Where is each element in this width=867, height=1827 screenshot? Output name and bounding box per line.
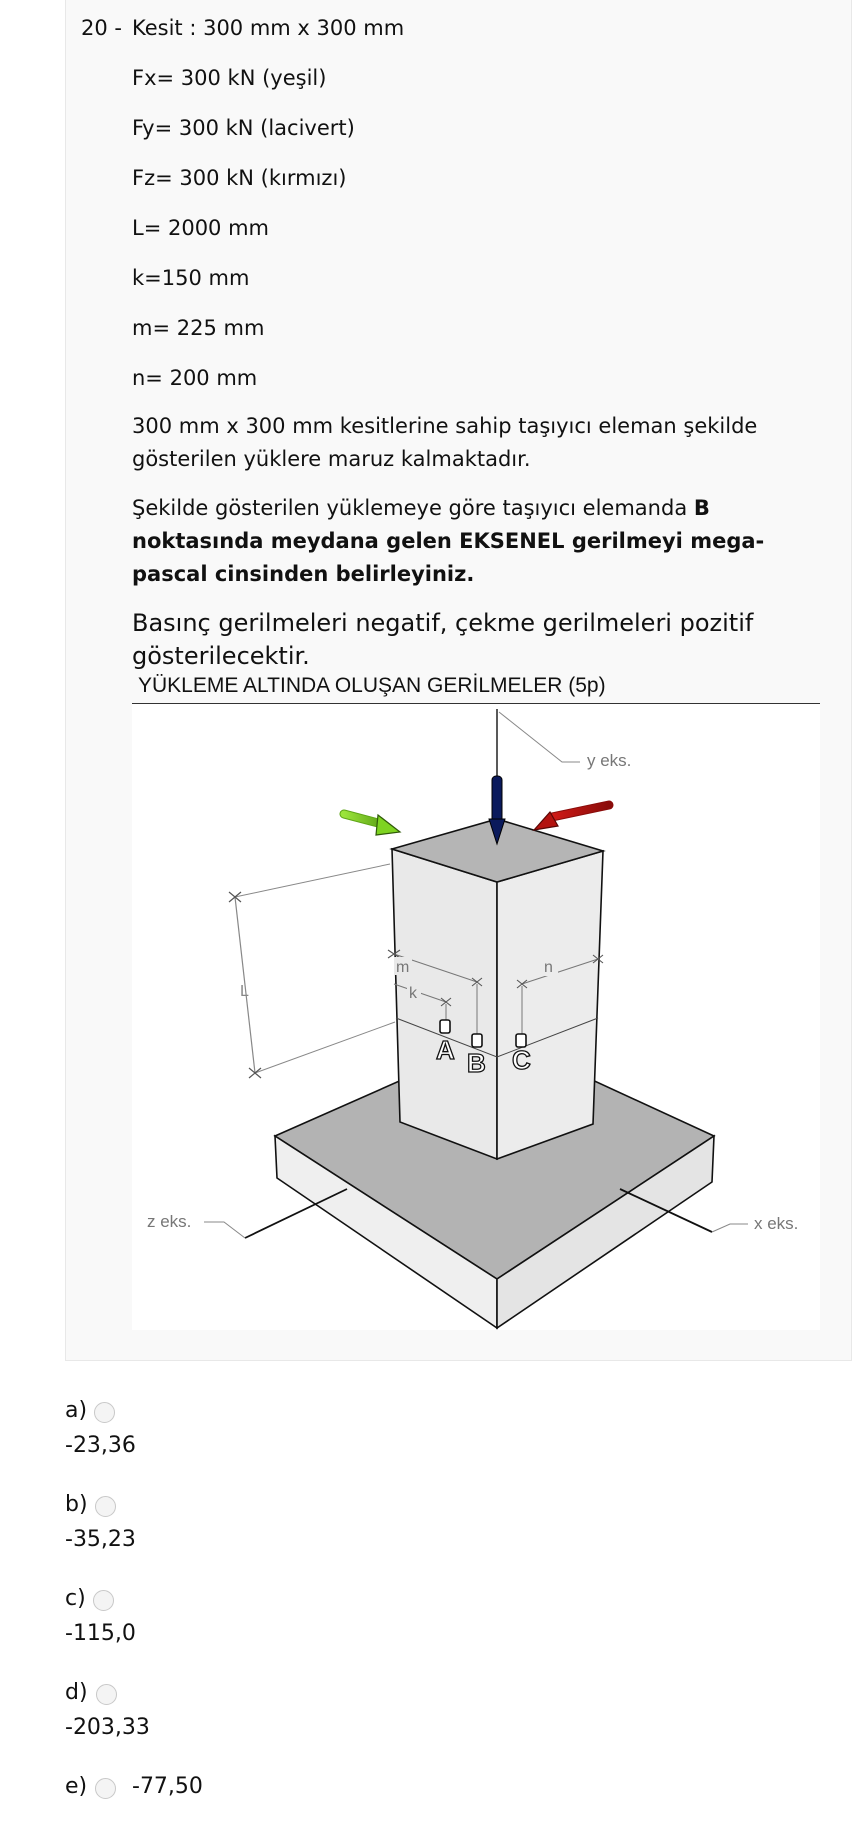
given-n: n= 200 mm: [132, 366, 258, 390]
option-a-letter: a): [65, 1398, 88, 1423]
z-axis-label: z eks.: [147, 1212, 192, 1231]
column-right-face: [497, 851, 603, 1159]
option-a-value: -23,36: [65, 1433, 136, 1458]
option-a-radio[interactable]: [94, 1402, 115, 1423]
figure-title: YÜKLEME ALTINDA OLUŞAN GERİLMELER (5p): [132, 673, 820, 704]
x-axis-label: x eks.: [754, 1214, 799, 1233]
option-b-value: -35,23: [65, 1527, 136, 1552]
option-c-radio[interactable]: [93, 1590, 114, 1611]
given-fy: Fy= 300 kN (lacivert): [132, 116, 355, 140]
option-c-letter: c): [65, 1586, 86, 1611]
column-figure: [132, 704, 820, 1330]
option-b-radio[interactable]: [95, 1496, 116, 1517]
fx-arrow: [344, 814, 400, 835]
option-b-letter: b): [65, 1492, 88, 1517]
point-a-marker: [440, 1020, 450, 1033]
option-c-value: -115,0: [65, 1621, 136, 1646]
given-l: L= 2000 mm: [132, 216, 270, 240]
n-label: n: [544, 959, 553, 976]
l-label: L: [240, 983, 249, 1000]
given-section: Kesit : 300 mm x 300 mm: [132, 16, 405, 40]
point-c-label: C: [512, 1045, 531, 1075]
given-fx: Fx= 300 kN (yeşil): [132, 66, 327, 90]
point-b-marker: [472, 1034, 482, 1047]
paragraph-2-text: Şekilde gösterilen yüklemeye göre taşıyıcı elemanda: [132, 496, 694, 520]
l-extension-bottom: [255, 1022, 395, 1073]
option-d-letter: d): [65, 1680, 88, 1705]
m-label: m: [396, 959, 410, 976]
option-e-value: -77,50: [132, 1774, 203, 1799]
y-axis-label: y eks.: [587, 751, 632, 770]
fz-arrow: [534, 805, 609, 830]
question-paragraph-2: [132, 492, 812, 591]
y-axis-leader: [499, 712, 580, 762]
x-axis-leader: [712, 1224, 748, 1232]
given-m: m= 225 mm: [132, 316, 265, 340]
question-number: 20 -: [81, 16, 122, 40]
given-k: k=150 mm: [132, 266, 250, 290]
l-extension-top: [235, 864, 390, 897]
z-axis-leader: [204, 1222, 245, 1238]
option-d-value: -203,33: [65, 1715, 150, 1740]
column-left-face: [392, 849, 497, 1159]
question-paragraph-3: Basınç gerilmeleri negatif, çekme gerilmeleri pozitif gösterilecektir.: [132, 609, 754, 670]
point-b-label: B: [467, 1048, 486, 1078]
given-fz: Fz= 300 kN (kırmızı): [132, 166, 347, 190]
k-label: k: [409, 985, 417, 1002]
option-e-letter: e): [65, 1774, 88, 1799]
paragraph-2-bold: B noktasında meydana gelen EKSENEL gerilmeyi mega-pascal cinsinden belirleyiniz.: [132, 496, 765, 586]
question-paragraph-1: 300 mm x 300 mm kesitlerine sahip taşıyıcı eleman şekilde gösterilen yüklere maruz kalmaktadır.: [132, 414, 758, 471]
point-a-label: A: [436, 1035, 455, 1065]
option-d-radio[interactable]: [96, 1684, 117, 1705]
option-e-radio[interactable]: [95, 1778, 116, 1799]
